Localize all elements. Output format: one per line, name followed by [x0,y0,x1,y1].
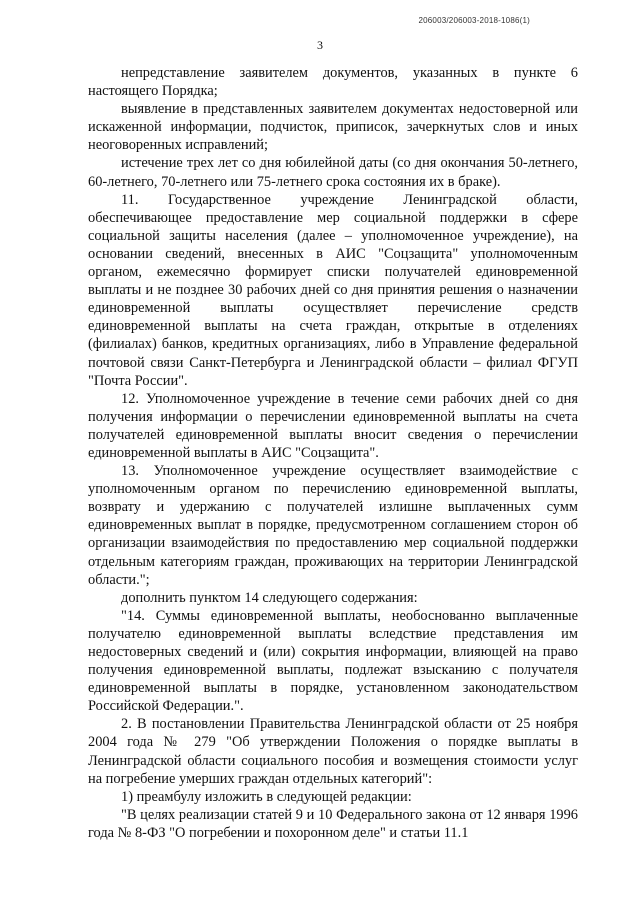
paragraph-item-11: 11. Государственное учреждение Ленинградской области, обеспечивающее предоставление мер социальной поддержки в сфере социальной защиты населения (далее – уполномоченное учреждение), на основании сведений, внесенных в АИС "Соцзащита" уполномоченным органом, ежемесячно формирует списки получателей единовременной выплаты и не позднее 30 рабочих дней со дня принятия решения о назначении единовременной выплаты осуществляет перечисление средств единовременной выплаты на счета граждан, открытые в отделениях (филиалах) банков, кредитных организациях, либо в Управление федеральной почтовой связи Санкт-Петербурга и Ленинградской области – филиал ФГУП "Почта России". [88,191,578,389]
document-body [88,64,578,842]
document-id: 206003/206003-2018-1086(1) [418,16,530,25]
paragraph-item-14: "14. Суммы единовременной выплаты, необоснованно выплаченные получателю единовременной выплаты вследствие представления им недостоверных сведений и (или) сокрытия информации, влияющей на право получения единовременной выплаты, подлежат взысканию с получателя единовременной выплаты в порядке, установленном законодательством Российской Федерации.". [88,607,578,715]
paragraph-item: дополнить пунктом 14 следующего содержания: [121,589,418,606]
paragraph-item: "В целях реализации статей 9 и 10 Федерального закона от 12 января 1996 года № 8-ФЗ "О погребении и похоронном деле" и статьи 11.1 [88,806,578,841]
paragraph-item-12: 12. Уполномоченное учреждение в течение семи рабочих дней со дня получения информации о перечислении единовременной выплаты на счета получателей единовременной выплаты вносит сведения о перечислении единовременной выплаты в АИС "Соцзащита". [88,390,578,461]
page-number: 3 [317,38,323,52]
paragraph-item: непредставление заявителем документов, указанных в пункте 6 настоящего Порядка; [88,65,578,100]
paragraph-item-13: 13. Уполномоченное учреждение осуществляет взаимодействие с уполномоченным органом по перечислению единовременной выплаты, возврату и удержанию с получателей излишне выплаченных сумм единовременных выплат в порядке, предусмотренном соглашением сторон об организации взаимодействия по предоставлению мер социальной поддержки отдельным категориям граждан, проживающих на территории Ленинградской области."; [88,463,578,588]
paragraph-item-2: 2. В постановлении Правительства Ленинградской области от 25 ноября 2004 года № 279 "Об утверждении Положения о порядке выплаты в Ленинградской области социального пособия и возмещения стоимости услуг на погребение умерших граждан отдельных категорий": [88,716,578,787]
paragraph-item: 1) преамбулу изложить в следующей редакции: [121,788,412,805]
paragraph-item: истечение трех лет со дня юбилейной даты (со дня окончания 50-летнего, 60-летнего, 70-летнего или 75-летнего срока состояния их в браке). [88,155,578,190]
paragraph-item: выявление в представленных заявителем документах недостоверной или искаженной информации, подчисток, приписок, зачеркнутых слов и иных неоговоренных исправлений; [88,101,578,154]
